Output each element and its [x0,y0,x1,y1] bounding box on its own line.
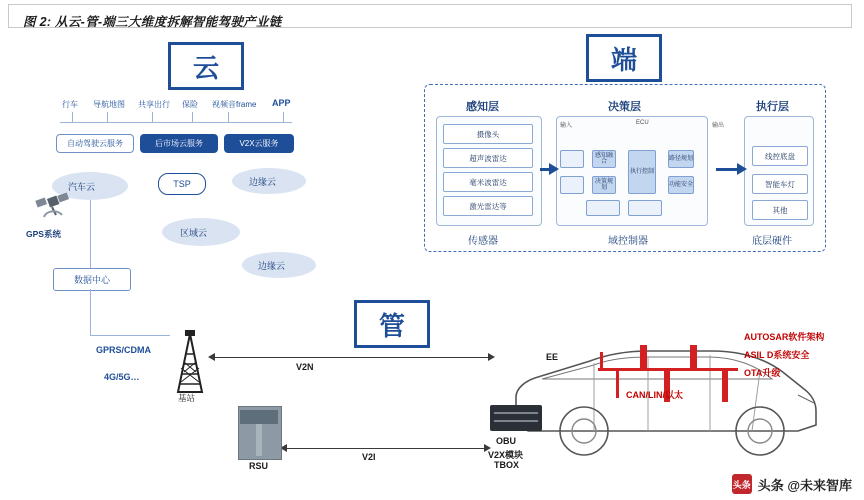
layer-title-0: 感知层 [466,101,499,113]
ecu-core-2-label: 决策规划 [594,178,613,191]
obu-detail-1 [494,412,538,414]
figure-title-bar [8,4,852,28]
network-label-gprs: GPRS/CDMA [96,345,152,355]
service-box-1[interactable] [140,134,218,153]
brand-text: 头条 @未来智库 [757,477,852,493]
ecu-core-1 [592,150,616,168]
obu-detail-2 [494,420,538,422]
hardware-item-2 [752,200,808,220]
can-node-2 [640,345,647,368]
sensor-label-3: 激光雷达等 [469,201,507,211]
obu-module [490,405,542,431]
ecu-in-2 [560,176,584,194]
base-station-label: 基站 [178,393,196,403]
rsu-pole [256,424,262,456]
ecu-core-1-label: 感知融合 [594,152,613,165]
service-box-0[interactable] [56,134,134,153]
connector-app-4 [228,112,229,122]
decision-input-label: 输入 [560,123,573,129]
tsp-node [158,173,206,195]
ecu-core-2 [592,176,616,194]
connector-cloud-dc [90,200,91,268]
can-node-6 [722,368,728,402]
pillar-cloud-label: 云 [192,53,219,83]
data-center-label: 数据中心 [73,275,110,285]
tbox-label: TBOX [494,460,520,470]
arrow-decision-execution-line [716,168,738,171]
pillar-pipe [354,300,430,348]
decision-ecu-label: ECU [636,120,649,126]
ecu-in-1 [560,150,584,168]
v2i-arrow-line [286,448,486,449]
app-label-3: 保险 [182,100,198,109]
connector-app-1 [107,112,108,122]
v2n-arrow-head-left [208,353,215,361]
hardware-item-1 [752,174,808,194]
app-label-1: 导航地图 [93,100,125,109]
ota-label: OTA升级 [744,368,781,378]
autosar-label: AUTOSAR软件架构 [744,332,825,342]
service-label-1: 后市场云服务 [155,139,203,148]
arrow-perception-decision-head [549,163,559,175]
cloud-label-edge-1: 边缘云 [249,177,277,187]
base-station-tower-icon [168,330,212,396]
connector-app-5 [283,112,284,122]
hardware-label-0: 线控底盘 [765,151,795,161]
cloud-label-edge-2: 边缘云 [258,261,286,271]
layer-title-2: 执行层 [756,101,789,113]
gps-satellite-icon [30,185,76,221]
sensor-item-1 [443,148,533,168]
v2n-arrow-head-right [488,353,495,361]
can-lin-label: CAN/LIN/以太 [626,390,683,400]
ecu-core-4-label: 路径规划 [669,155,694,162]
hardware-label-1: 智能车灯 [765,179,795,189]
app-label-2: 共享出行 [138,100,170,109]
sensor-item-3 [443,196,533,216]
arrow-decision-execution-head [737,163,747,175]
can-node-1 [600,352,603,368]
pillar-device-label: 端 [610,45,637,75]
asil-label: ASIL D系统安全 [744,350,810,360]
brand-badge-icon: 头条 [732,474,752,494]
figure-caption: 图 2: 从云-管-端三大维度拆解智能驾驶产业链 [23,15,282,29]
connector-app-0 [72,112,73,122]
service-label-2: V2X云服务 [239,139,279,148]
v2x-module-label: V2X模块 [488,450,524,460]
app-label-5: APP [272,98,291,108]
rsu-label: RSU [249,461,269,471]
hardware-item-0 [752,146,808,166]
layer-footer-2: 底层硬件 [752,236,792,247]
app-label-4: 视频音frame [212,100,257,109]
connector-dc-tower-h [90,335,170,336]
vehicle-illustration [498,285,828,475]
connector-app-2 [152,112,153,122]
ecu-core-5 [668,176,694,194]
tsp-label: TSP [173,179,191,189]
ee-label: EE [546,352,559,362]
cloud-label-auto: 汽车云 [68,182,96,192]
connector-app-3 [192,112,193,122]
network-label-4g5g: 4G/5G… [104,372,140,382]
sensor-label-2: 毫米波雷达 [469,177,507,187]
v2n-arrow-line [214,357,490,358]
v2n-label: V2N [296,362,314,372]
ecu-bottom-1 [586,200,620,216]
connector-dc-tower [90,289,91,335]
ecu-core-3 [628,150,656,194]
connector-app-bus [60,122,292,123]
layer-footer-0: 传感器 [468,236,498,247]
pillar-device [586,34,662,82]
pillar-cloud [168,42,244,90]
brand-watermark [732,474,852,494]
layer-footer-1: 域控制器 [608,236,648,247]
v2i-label: V2I [362,452,376,462]
sensor-label-0: 摄像头 [476,129,500,139]
app-label-0: 行车 [62,100,78,109]
service-box-2[interactable] [224,134,294,153]
ecu-core-4 [668,150,694,168]
rsu-antenna [240,410,278,424]
ecu-core-3-label: 执行控制 [629,168,654,175]
hardware-label-2: 其他 [772,205,788,215]
ecu-bottom-2 [628,200,662,216]
sensor-item-0 [443,124,533,144]
ecu-core-5-label: 功能安全 [669,181,694,188]
decision-output-label: 输出 [712,123,725,129]
can-node-4 [616,368,619,398]
data-center-box[interactable] [53,268,131,291]
sensor-label-1: 超声波雷达 [469,153,507,163]
gps-label: GPS系统 [26,229,61,239]
cloud-label-region: 区域云 [180,228,208,238]
can-node-3 [690,345,697,368]
pillar-pipe-label: 管 [378,311,405,341]
sensor-item-2 [443,172,533,192]
layer-title-1: 决策层 [608,101,641,113]
service-label-0: 自动驾驶云服务 [67,139,123,148]
obu-label: OBU [496,436,516,446]
